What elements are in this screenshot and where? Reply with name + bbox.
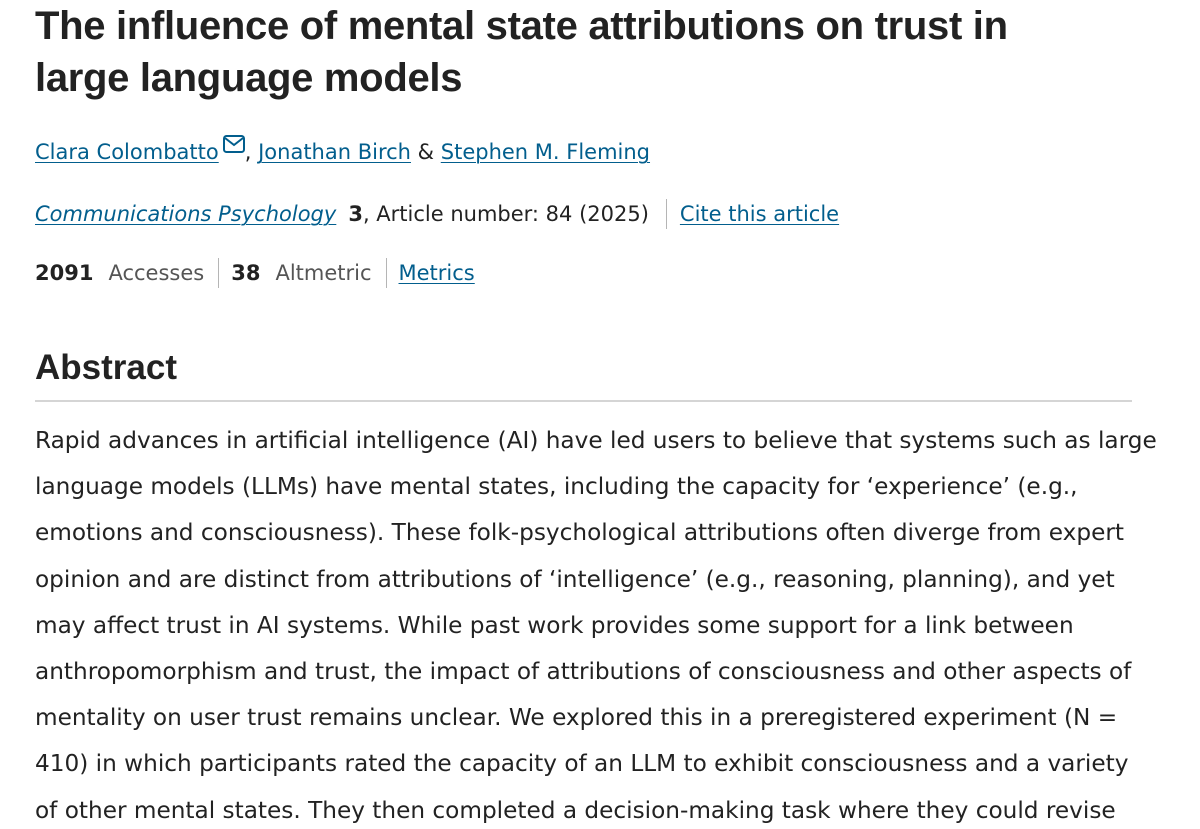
altmetric-count: 38 <box>231 261 261 285</box>
abstract-line: emotions and consciousness). These folk-psychological attributions often diverge from expert <box>35 519 1124 547</box>
abstract-line: language models (LLMs) have mental states, including the capacity for ‘experience’ (e.g., <box>35 473 1078 501</box>
accesses-label: Accesses <box>108 261 205 285</box>
abstract-line: opinion and are distinct from attributions of ‘intelligence’ (e.g., reasoning, planning), and yet <box>35 565 1115 593</box>
author-link-fleming[interactable]: Stephen M. Fleming <box>440 140 651 164</box>
journal-link[interactable]: Communications Psychology <box>35 202 337 226</box>
author-separator-comma: , <box>244 140 252 164</box>
article-title <box>35 0 1135 104</box>
article-number-info: , Article number: 84 (2025) <box>362 202 649 226</box>
publication-info <box>35 196 839 232</box>
volume-number: 3 <box>348 202 363 226</box>
abstract-text <box>35 418 1157 829</box>
author-link-colombatto[interactable]: Clara Colombatto <box>35 140 219 164</box>
section-divider <box>35 400 1132 402</box>
article-metrics <box>35 255 475 291</box>
abstract-line: anthropomorphism and trust, the impact of attributions of consciousness and other aspects of <box>35 658 1132 686</box>
abstract-line: Rapid advances in artificial intelligence (AI) have led users to believe that systems such as large <box>35 427 1157 454</box>
abstract-line: may affect trust in AI systems. While past work provides some support for a link between <box>35 611 1074 639</box>
cite-article-link[interactable]: Cite this article <box>679 202 840 226</box>
divider <box>666 199 667 229</box>
author-list <box>35 128 650 170</box>
divider <box>218 258 219 288</box>
article-title-line-1: The influence of mental state attributions on trust in <box>35 4 1008 48</box>
abstract-line: mentality on user trust remains unclear. We explored this in a preregistered experiment (N = <box>35 704 1118 732</box>
article-header <box>35 0 1157 824</box>
abstract-line: 410) in which participants rated the capacity of an LLM to exhibit consciousness and a variety <box>35 750 1129 778</box>
abstract-heading: Abstract <box>35 348 177 387</box>
altmetric-label: Altmetric <box>275 261 372 285</box>
article-title-line-2: large language models <box>35 56 463 100</box>
envelope-icon[interactable] <box>223 128 245 146</box>
author-separator-ampersand: & <box>417 140 435 164</box>
abstract-line: of other mental states. They then completed a decision-making task where they could revise <box>35 796 1116 824</box>
accesses-count: 2091 <box>35 261 94 285</box>
author-link-birch[interactable]: Jonathan Birch <box>258 140 411 164</box>
metrics-link[interactable]: Metrics <box>398 261 475 285</box>
divider <box>386 258 387 288</box>
